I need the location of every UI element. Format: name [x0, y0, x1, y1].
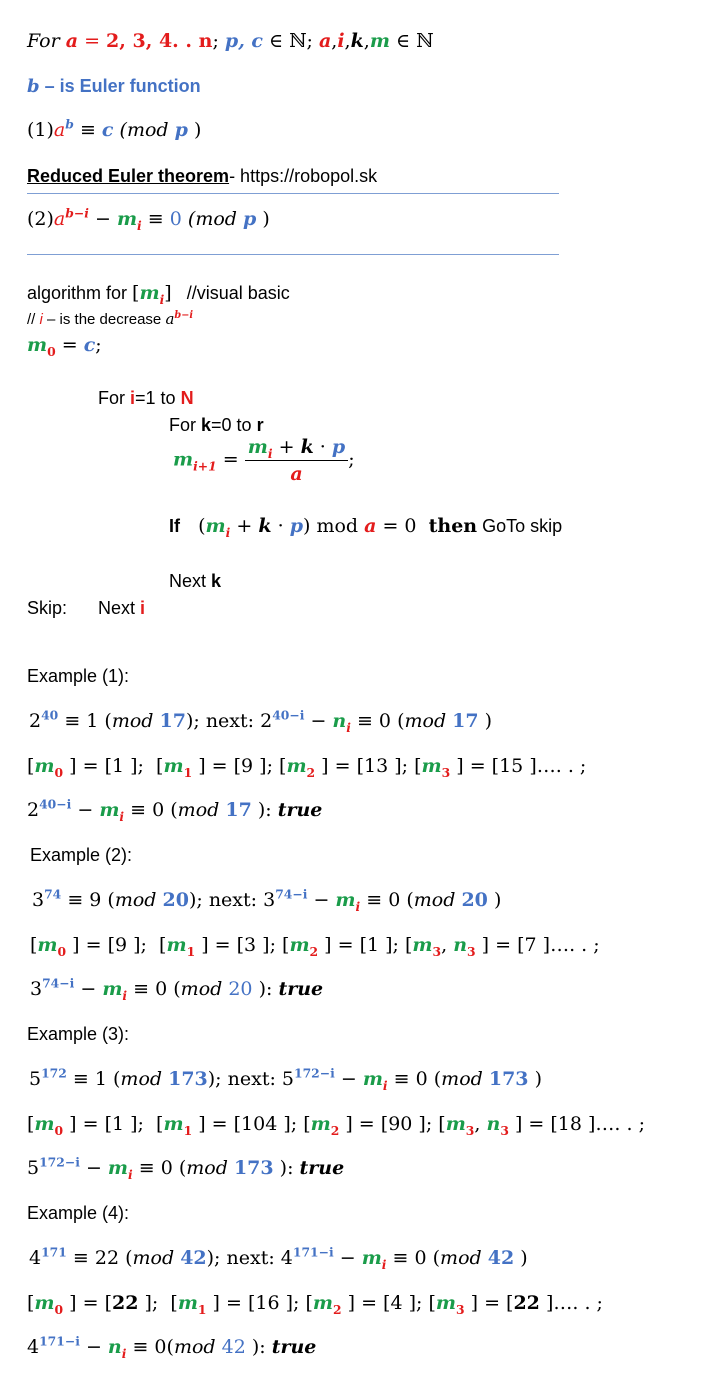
base: 2 — [27, 799, 40, 821]
mod-word-2: mod — [441, 1068, 483, 1090]
modulus-2: 20 — [461, 889, 488, 911]
example-title — [27, 666, 129, 687]
exponent: 74−i — [42, 975, 75, 991]
for-k-loop — [169, 415, 264, 436]
euler-desc: – is Euler function — [39, 76, 201, 96]
numerator — [245, 436, 348, 461]
mod-word: mod — [114, 889, 157, 911]
var-n: n — [332, 710, 347, 732]
modulus: 17 — [225, 799, 252, 821]
sub-i: i — [159, 291, 165, 307]
mod-word: mod — [186, 1157, 228, 1179]
next-i — [98, 598, 145, 619]
var-m: m — [139, 282, 160, 304]
true-word: true — [278, 978, 324, 1000]
var-p: p — [331, 436, 346, 458]
minus: − — [307, 889, 336, 911]
mod-word: mod — [120, 1068, 163, 1090]
sub-i: i — [121, 1345, 127, 1361]
recurrence-formula — [173, 436, 355, 485]
next-exponent: 172−i — [294, 1065, 335, 1081]
close-paren: ): — [258, 978, 279, 1000]
divider-bottom — [27, 254, 559, 255]
minus: − — [71, 799, 100, 821]
next-k — [169, 571, 221, 592]
semicolon: ; — [95, 334, 102, 356]
plus: + — [278, 436, 295, 458]
close-paren: ); — [206, 1247, 221, 1269]
mod-word: (mod — [119, 119, 175, 141]
semicolon: ; — [348, 448, 355, 471]
var-m: m — [107, 1157, 129, 1179]
example-title-text: Example (2): — [30, 845, 133, 865]
example-congruence — [29, 1065, 542, 1093]
denominator-a: a — [290, 463, 303, 485]
sub-i: i — [382, 1077, 388, 1093]
congruent: ≡ — [147, 208, 164, 230]
ellipsis: …. . ; — [536, 755, 587, 777]
var-n: m — [335, 889, 356, 911]
exp-b: b — [65, 116, 74, 132]
exp-b-minus-i: b−i — [65, 205, 89, 221]
m2-value: 13 — [364, 755, 389, 777]
then-keyword: then — [428, 515, 478, 537]
true-word: true — [271, 1336, 317, 1358]
in-naturals-2: ∈ ℕ — [395, 30, 434, 52]
var-m: m — [27, 334, 48, 356]
example-title-text: Example (3): — [27, 1024, 130, 1044]
equals: = — [61, 334, 78, 356]
close-paren: ): — [279, 1157, 300, 1179]
var-m: m — [102, 978, 123, 1000]
sub-i-plus-1: i+1 — [193, 458, 217, 474]
base: 5 — [27, 1157, 40, 1179]
modulus-2: 42 — [487, 1247, 515, 1269]
example-sequence: [$m_0$ ] = [22 ]; [$m_1$ ] = [16 ]; [$m_2$ ] = [4 ]; [$m_3$ ] = [22 ]…. . ; — [27, 1292, 603, 1317]
modulus: 17 — [159, 710, 186, 732]
close-paren: ) — [302, 515, 311, 537]
congruence-text-2: ≡ 0 ( — [350, 710, 405, 732]
var-a: a — [364, 515, 377, 537]
m3-value: 15 — [499, 755, 524, 777]
example-sequence: [$m_0$ ] = [1 ]; [$m_1$ ] = [9 ]; [$m_2$ ] = [13 ]; [$m_3$ ] = [15 ]…. . ; — [27, 755, 587, 780]
mod-word: mod — [173, 1336, 216, 1358]
base: 4 — [29, 1247, 42, 1269]
ellipsis: …. . ; — [553, 1292, 603, 1314]
open-paren: ( — [198, 515, 206, 537]
m3-value: 18 — [557, 1113, 582, 1135]
reduced-title: Reduced Euler theorem — [27, 166, 230, 186]
mod-word: (mod — [187, 208, 243, 230]
close-paren: ); — [188, 889, 203, 911]
example-title-text: Example (4): — [27, 1203, 130, 1223]
modulus-2: 17 — [452, 710, 479, 732]
mod-word-2: mod — [440, 1247, 482, 1269]
goto-skip: GoTo skip — [477, 516, 563, 536]
var-a: a — [65, 30, 79, 52]
base-a: a — [53, 119, 66, 141]
sub-i: i — [355, 898, 361, 914]
equals-zero: = 0 — [382, 515, 417, 537]
var-m: m — [205, 515, 226, 537]
mod-word: mod — [310, 515, 365, 537]
close-paren: ): — [257, 799, 278, 821]
example-result — [30, 975, 324, 1003]
exponent: 40−i — [39, 796, 72, 812]
if-condition — [169, 515, 563, 540]
m1-value: 3 — [244, 934, 257, 956]
mod-word-2: mod — [404, 710, 447, 732]
m1-value: 104 — [241, 1113, 278, 1135]
minus: − — [334, 1068, 363, 1090]
m3-value: 7 — [524, 934, 537, 956]
minus: − — [304, 710, 333, 732]
next-text: next: 5 — [221, 1068, 294, 1090]
var-m: m — [247, 436, 268, 458]
m2-value: 4 — [390, 1292, 403, 1314]
minus: − — [333, 1247, 362, 1269]
close-paren-2: ) — [484, 710, 493, 732]
congruence-text-2: ≡ 0 ( — [387, 1068, 442, 1090]
var-m: m — [369, 30, 390, 52]
modulus: 173 — [168, 1068, 208, 1090]
example-congruence — [29, 707, 493, 735]
example-result — [27, 1154, 345, 1182]
minus: − — [74, 978, 103, 1000]
var-i: i — [337, 30, 345, 52]
var-b: b — [27, 76, 40, 97]
divider-top — [27, 193, 559, 194]
m2-value: 1 — [367, 934, 380, 956]
a-range: 2, 3, 4. . n — [106, 30, 213, 52]
sub-0: 0 — [47, 343, 56, 359]
skip-word: Skip: — [27, 598, 68, 618]
m3-value: 22 — [513, 1292, 540, 1314]
skip-label — [27, 598, 67, 619]
congruence-text: ≡ 1 ( — [64, 710, 112, 732]
minus: − — [79, 1336, 108, 1358]
congruence-text: ≡ 1 ( — [72, 1068, 121, 1090]
for-word: For — [27, 30, 60, 52]
true-word: true — [299, 1157, 345, 1179]
var-p: p — [242, 208, 257, 230]
var-m: m — [173, 448, 194, 471]
eq-number: (1) — [27, 119, 54, 141]
base-a: a — [165, 310, 175, 328]
zero: 0 — [169, 208, 182, 230]
var-m: m — [116, 208, 138, 230]
base: 5 — [29, 1068, 42, 1090]
robopol-link[interactable]: - https://robopol.sk — [229, 166, 378, 186]
example-result — [27, 796, 323, 824]
exponent: 171 — [41, 1244, 67, 1260]
vars-p-c: p, c — [224, 30, 263, 52]
in-naturals: ∈ ℕ; — [269, 30, 313, 52]
vb-comment: //visual basic — [186, 283, 290, 303]
base-a: a — [53, 208, 66, 230]
base: 3 — [32, 889, 45, 911]
close-paren-2: ) — [534, 1068, 542, 1090]
example-title — [27, 1203, 129, 1224]
m0-value: 1 — [112, 755, 125, 777]
plus: + — [236, 515, 253, 537]
decrease-comment — [27, 310, 193, 328]
m1-value: 9 — [241, 755, 254, 777]
var-n: m — [362, 1068, 383, 1090]
modulus: 173 — [233, 1157, 274, 1179]
close-paren-2: ) — [493, 889, 502, 911]
congruence-text: ≡ 0 ( — [132, 1157, 187, 1179]
mod-word: mod — [177, 799, 220, 821]
var-r: r — [256, 415, 264, 435]
fraction — [245, 436, 348, 485]
comment-slashes: // — [27, 311, 40, 328]
var-a2: a — [318, 30, 332, 52]
next-keyword: Next — [98, 598, 141, 618]
var-i: i — [130, 388, 136, 408]
example-congruence — [32, 886, 502, 914]
base: 2 — [29, 710, 42, 732]
var-i: i — [140, 598, 146, 618]
close-paren: ) — [262, 208, 270, 230]
next-text: next: 3 — [202, 889, 276, 911]
equation-1 — [27, 116, 202, 141]
close-paren: ) — [193, 119, 202, 141]
eq-number: (2) — [27, 208, 54, 230]
example-title — [27, 1024, 129, 1045]
modulus-2: 173 — [488, 1068, 529, 1090]
var-k: k — [258, 515, 272, 537]
congruent: ≡ — [79, 119, 96, 141]
sub-i: i — [267, 445, 273, 461]
close-paren: ); — [207, 1068, 222, 1090]
example-title — [30, 845, 132, 866]
modulus: 20 — [228, 978, 253, 1000]
example-congruence — [29, 1244, 528, 1272]
congruence-text-2: ≡ 0 ( — [360, 889, 414, 911]
modulus: 20 — [162, 889, 189, 911]
sub-i: i — [128, 1166, 133, 1182]
exponent: 40 — [41, 707, 59, 723]
m0-init — [27, 334, 102, 359]
exponent: 172−i — [39, 1154, 80, 1170]
for-keyword: For — [98, 388, 131, 408]
reduced-euler-heading — [27, 166, 377, 187]
sub-i: i — [122, 987, 128, 1003]
decrease-text: – is the decrease — [42, 311, 166, 328]
dot: · — [277, 515, 284, 537]
exp-b-minus-i: b−i — [174, 310, 194, 321]
close-paren: ): — [251, 1336, 272, 1358]
congruence-text: ≡ 22 ( — [72, 1247, 133, 1269]
exponent: 172 — [41, 1065, 67, 1081]
mod-word: mod — [111, 710, 154, 732]
definition-line: For a = 2, 3, 4. . n; p, c ∈ ℕ; a,i,k,m ∈ ℕ — [27, 30, 434, 52]
mod-word: mod — [132, 1247, 175, 1269]
modulus: 42 — [221, 1336, 246, 1358]
next-exponent: 40−i — [272, 707, 305, 723]
var-k: k — [300, 436, 314, 458]
equals: = — [222, 448, 239, 471]
equation-2 — [27, 205, 270, 233]
congruence-text: ≡ 0 ( — [127, 978, 181, 1000]
for-keyword: For — [169, 415, 202, 435]
next-exponent: 171−i — [292, 1244, 334, 1260]
ellipsis: …. . ; — [595, 1113, 645, 1135]
for-i-loop — [98, 388, 194, 409]
algorithm-title: algorithm for $[m_i]$ //visual basic — [27, 282, 290, 307]
true-word: true — [277, 799, 323, 821]
if-keyword: If — [169, 516, 180, 536]
equals: = — [84, 30, 100, 52]
base: 4 — [27, 1336, 40, 1358]
next-text: next: 4 — [220, 1247, 293, 1269]
var-i: i — [39, 311, 43, 328]
var-p: p — [174, 119, 188, 141]
algorithm-label: algorithm for — [27, 283, 133, 303]
next-exponent: 74−i — [275, 886, 308, 902]
m0-value: 1 — [112, 1113, 125, 1135]
var-p: p — [289, 515, 303, 537]
mod-word-2: mod — [413, 889, 456, 911]
example-title-text: Example (1): — [27, 666, 130, 686]
congruence-text: ≡ 0( — [126, 1336, 174, 1358]
var-k: k — [201, 415, 212, 435]
m2-value: 90 — [388, 1113, 413, 1135]
semicolon: ; — [212, 30, 219, 52]
euler-function-line — [27, 76, 201, 97]
sub-i: i — [137, 217, 142, 233]
example-result — [27, 1333, 317, 1361]
example-sequence: [$m_0$ ] = [9 ]; [$m_1$ ] = [3 ]; [$m_2$ ] = [1 ]; [$m_3$, $n_3$ ] = [7 ]…. . ; — [30, 934, 600, 959]
modulus: 42 — [180, 1247, 207, 1269]
example-sequence: [$m_0$ ] = [1 ]; [$m_1$ ] = [104 ]; [$m_2$ ] = [90 ]; [$m_3$, $n_3$ ] = [18 ]…. . ; — [27, 1113, 645, 1138]
var-m: n — [107, 1336, 122, 1358]
congruence-text: ≡ 9 ( — [67, 889, 115, 911]
sub-i: i — [119, 808, 125, 824]
minus: − — [94, 208, 111, 230]
loop-range: =0 to — [211, 415, 257, 435]
var-c: c — [101, 119, 114, 141]
ellipsis: …. . ; — [550, 934, 600, 956]
exponent: 171−i — [39, 1333, 80, 1349]
m0-value: 9 — [115, 934, 128, 956]
close-paren: ); — [185, 710, 200, 732]
m1-value: 16 — [255, 1292, 280, 1314]
congruence-text-2: ≡ 0 ( — [386, 1247, 441, 1269]
next-keyword: Next — [169, 571, 212, 591]
var-k: k — [350, 30, 364, 52]
minus: − — [79, 1157, 108, 1179]
congruence-text: ≡ 0 ( — [124, 799, 178, 821]
loop-range: =1 to — [135, 388, 181, 408]
dot: · — [319, 436, 326, 458]
next-text: next: 2 — [199, 710, 273, 732]
var-m: m — [99, 799, 120, 821]
var-n: N — [180, 388, 194, 408]
var-c: c — [83, 334, 96, 356]
sub-i: i — [225, 524, 231, 540]
mod-word: mod — [180, 978, 223, 1000]
m0-value: 22 — [112, 1292, 139, 1314]
sub-i: i — [346, 719, 351, 735]
exponent: 74 — [44, 886, 62, 902]
var-k: k — [211, 571, 222, 591]
var-n: m — [361, 1247, 382, 1269]
close-paren-2: ) — [520, 1247, 528, 1269]
sub-i: i — [381, 1256, 387, 1272]
base: 3 — [30, 978, 43, 1000]
